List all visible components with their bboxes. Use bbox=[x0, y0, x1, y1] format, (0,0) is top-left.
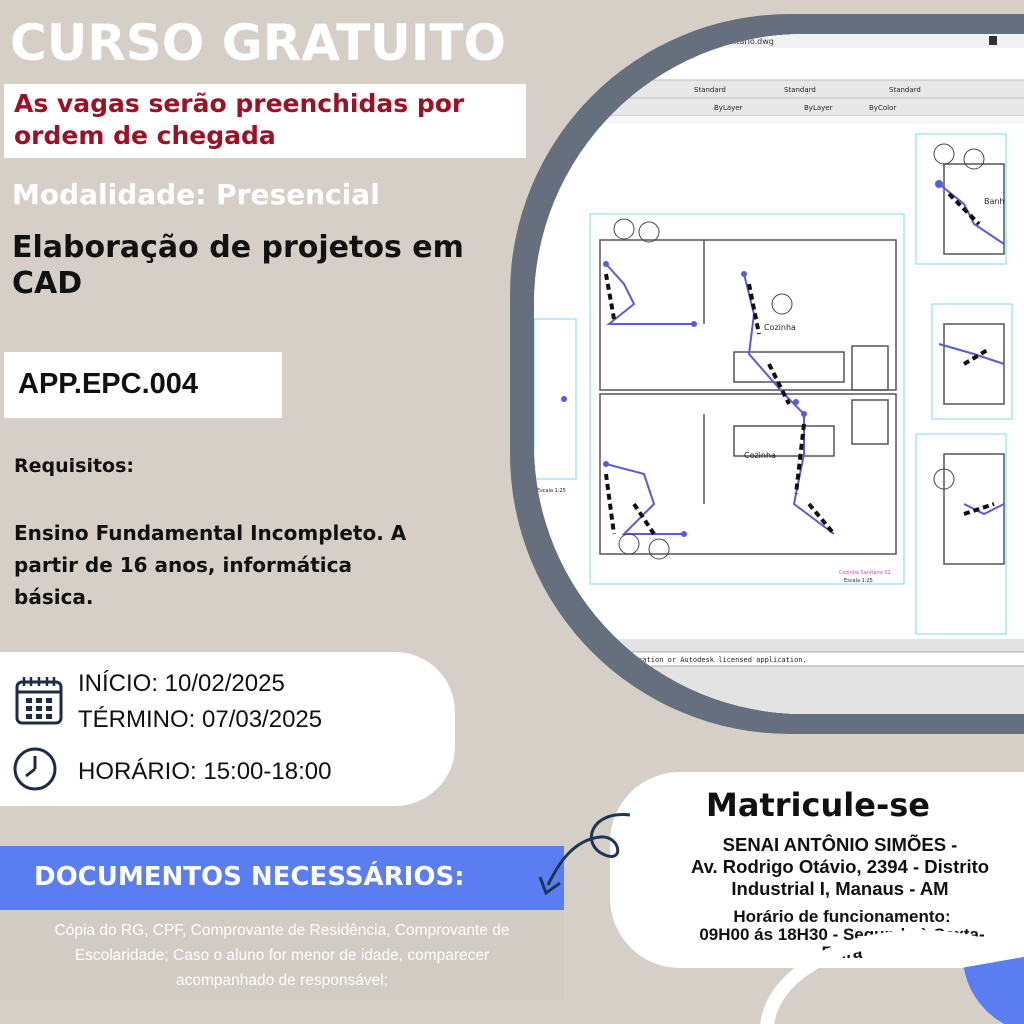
cad-screenshot bbox=[534, 34, 1024, 714]
enroll-hours-line-1: 09H00 ás 18H30 - Segunda à Sexta- bbox=[699, 925, 985, 944]
cad-toolbar-1: Standard bbox=[574, 86, 606, 94]
requirements-line-1: Ensino Fundamental Incompleto. A bbox=[14, 521, 407, 545]
cad-room-2: Cozinha bbox=[744, 451, 776, 460]
requirements-text bbox=[14, 517, 474, 613]
page-title: CURSO GRATUITO bbox=[10, 14, 506, 72]
course-code: APP.EPC.004 bbox=[18, 368, 199, 400]
schedule-card bbox=[0, 652, 455, 806]
curved-arrow-icon bbox=[530, 805, 640, 900]
cad-status-text: desk application or Autodesk licensed application. bbox=[596, 656, 807, 664]
requirements-label: Requisitos: bbox=[14, 455, 135, 477]
documents-text bbox=[0, 910, 564, 1000]
enroll-hours-line-2: Feira bbox=[821, 943, 863, 962]
requirements-line-3: básica. bbox=[14, 585, 94, 609]
modality-label: Modalidade: Presencial bbox=[12, 178, 380, 211]
enroll-hours-label: Horário de funcionamento: bbox=[733, 907, 951, 926]
cad-caption-1: Escala 1:25 bbox=[537, 488, 566, 494]
documents-title: DOCUMENTOS NECESSÁRIOS: bbox=[34, 862, 465, 892]
enroll-address-line-3: Industrial I, Manaus - AM bbox=[731, 878, 949, 899]
cad-file-name: Sanitário.dwg bbox=[719, 37, 774, 46]
course-name bbox=[12, 230, 512, 302]
documents-header bbox=[0, 846, 564, 910]
documents-line-3: acompanhado de responsável; bbox=[176, 972, 388, 989]
clock-icon bbox=[12, 746, 58, 792]
course-code-box bbox=[4, 352, 282, 418]
cad-toolbar-2: Standard bbox=[694, 86, 726, 94]
notice-line-2: ordem de chegada bbox=[14, 121, 276, 150]
documents-line-2: Escolaridade; Caso o aluno for menor de idade, comparecer bbox=[74, 947, 490, 964]
notice-line-1: As vagas serão preenchidas por bbox=[14, 89, 465, 118]
cad-room-1: Cozinha bbox=[764, 323, 796, 332]
cad-caption-3: Escala 1:25 bbox=[844, 578, 873, 584]
cad-caption-2: Cozinha Sanitário 02 bbox=[839, 570, 891, 576]
calendar-icon bbox=[14, 674, 64, 726]
cad-photo-frame bbox=[510, 14, 1024, 734]
course-name-line-1: Elaboração de projetos em bbox=[12, 230, 464, 265]
start-date: INÍCIO: 10/02/2025 bbox=[78, 670, 285, 697]
notice-banner bbox=[4, 84, 526, 158]
cad-layer-2: ByLayer bbox=[804, 104, 833, 112]
enroll-address bbox=[630, 834, 1024, 900]
cad-drawing bbox=[534, 34, 1024, 714]
cad-room-3: Banh bbox=[984, 197, 1005, 206]
cad-toolbar-4: Standard bbox=[889, 86, 921, 94]
enroll-title: Matricule-se bbox=[706, 786, 930, 824]
course-name-line-2: CAD bbox=[12, 266, 83, 301]
cad-toolbar-3: Standard bbox=[784, 86, 816, 94]
cad-layer-3: ByColor bbox=[869, 104, 897, 112]
enroll-address-line-1: SENAI ANTÔNIO SIMÕES - bbox=[722, 834, 958, 855]
enroll-address-line-2: Av. Rodrigo Otávio, 2394 - Distrito bbox=[690, 856, 990, 877]
requirements-line-2: partir de 16 anos, informática bbox=[14, 553, 352, 577]
class-hours: HORÁRIO: 15:00-18:00 bbox=[78, 758, 332, 785]
cad-layer-1: ByLayer bbox=[714, 104, 743, 112]
documents-line-1: Cópia do RG, CPF, Comprovante de Residência, Comprovante de bbox=[54, 922, 510, 939]
end-date: TÉRMINO: 07/03/2025 bbox=[78, 706, 323, 733]
